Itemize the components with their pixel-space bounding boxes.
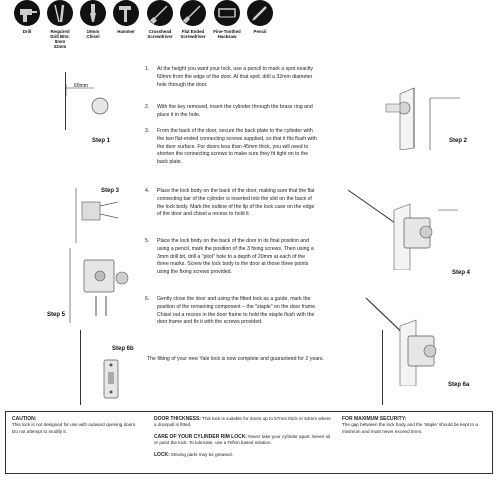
step3-illustration xyxy=(72,188,122,243)
flat-screwdriver-icon xyxy=(180,0,206,26)
caution-note xyxy=(12,416,152,435)
tool-label: Fine-Toothed Hacksaw xyxy=(213,29,241,39)
tool-pencil xyxy=(240,0,280,34)
step4-label: Step 4 xyxy=(452,270,471,276)
step1-illustration xyxy=(60,80,120,120)
step3-label: Step 3 xyxy=(101,188,120,194)
step4-illustration xyxy=(348,180,458,270)
tool-label: Crosshead Screwdriver xyxy=(147,29,173,39)
tool-label: Pencil xyxy=(253,29,267,34)
step2-illustration xyxy=(370,80,460,150)
door-edge-line xyxy=(80,330,81,405)
care-title: CARE OF YOUR CYLINDER RIM LOCK: xyxy=(154,433,247,440)
step6b-illustration xyxy=(96,358,136,403)
drill-bits-icon xyxy=(47,0,73,26)
lock-title: LOCK: xyxy=(154,451,170,458)
door-edge-line xyxy=(382,330,383,405)
tool-label: Hammer xyxy=(117,29,135,34)
security-note xyxy=(342,416,487,435)
security-title: FOR MAXIMUM SECURITY: xyxy=(342,416,407,422)
drill-icon xyxy=(14,0,40,26)
caution-text: This lock is not designed for use with outward opening doors. Do not attempt to modify it. xyxy=(12,422,137,434)
chisel-icon xyxy=(80,0,106,26)
notes-box xyxy=(5,411,493,474)
thickness-text: This lock is suitable for doors up to 57mm thick or 54mm where a doorpull is fitted. xyxy=(154,416,331,428)
pencil-icon xyxy=(247,0,273,26)
tools-row xyxy=(0,0,500,60)
tool-label: Flat Ended Screwdriver xyxy=(180,29,206,39)
step2-label: Step 2 xyxy=(449,138,468,144)
hacksaw-icon xyxy=(214,0,240,26)
hammer-icon xyxy=(113,0,139,26)
care-text: Never take your cylinder apart. Never oil or paint the lock. To lubricate, use a Teflon based solution. xyxy=(154,433,331,446)
step6b-label: Step 6b xyxy=(112,346,134,352)
lock-text: Moving parts may be greased. xyxy=(171,451,233,457)
thickness-title: DOOR THICKNESS: xyxy=(154,416,201,422)
crosshead-screwdriver-icon xyxy=(147,0,173,26)
step5-label: Step 5 xyxy=(47,312,66,318)
step6a-label: Step 6a xyxy=(448,382,470,388)
tool-label: Drill xyxy=(22,29,32,34)
step1-label: Step 1 xyxy=(92,138,111,144)
tool-label: Required Drill Bits: 8mm 32mm xyxy=(50,29,70,49)
step5-illustration xyxy=(66,248,141,323)
tool-label: 19mm Chisel xyxy=(86,29,100,39)
step6a-illustration xyxy=(360,296,450,386)
caution-title: CAUTION: xyxy=(12,416,37,422)
door-thickness-note xyxy=(154,416,334,458)
dimension-label: 60mm xyxy=(74,83,88,89)
security-text: The gap between the lock body and the 'staple' should be kept to a minimum and must never exceed 5mm. xyxy=(342,422,478,434)
closing-text: The fitting of your new Yale lock is now complete and guaranteed for 2 years. xyxy=(147,356,324,362)
